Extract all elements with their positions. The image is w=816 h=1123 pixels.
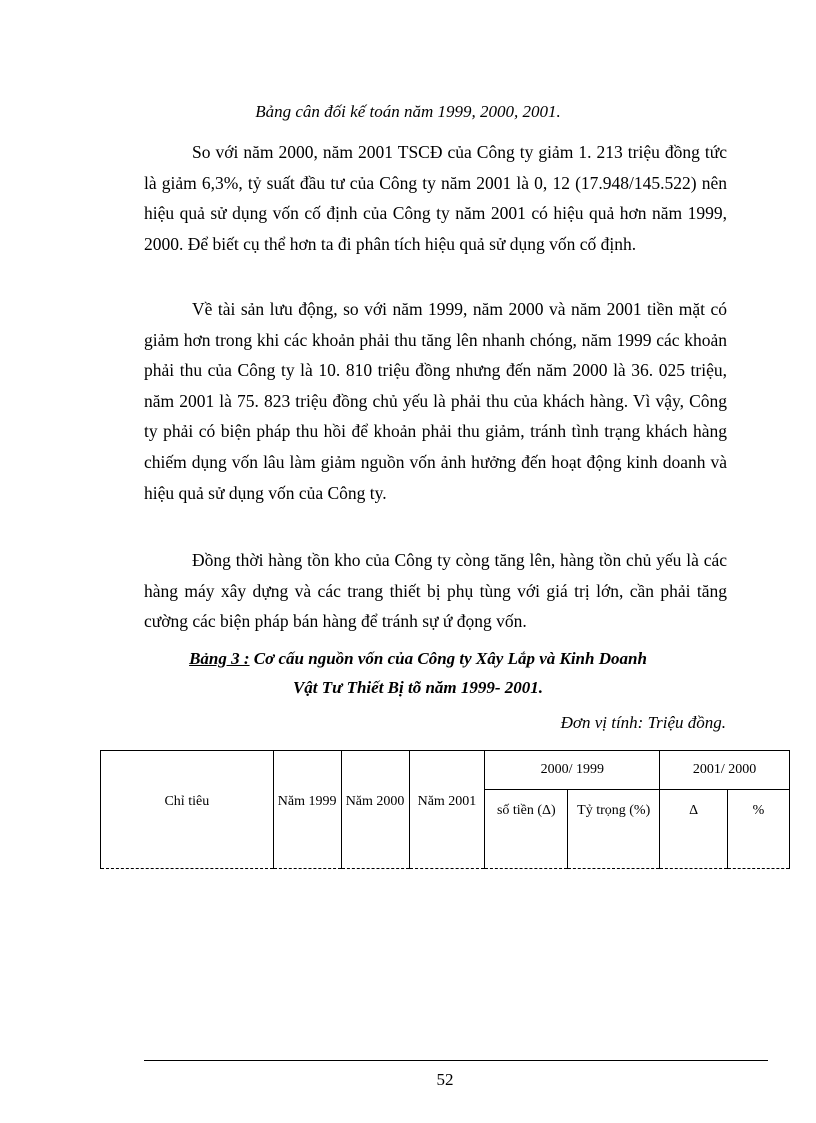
balance-sheet-caption: Bảng cân đối kế toán năm 1999, 2000, 2001.: [255, 102, 561, 121]
header-year-1999: Năm 1999: [273, 751, 341, 869]
table-header-row-1: [101, 751, 790, 790]
table-title-prefix: Bảng 3 :: [189, 649, 250, 668]
header-so-tien: số tiền (Δ): [485, 790, 568, 869]
table-title-line2: Vật Tư Thiết Bị tõ năm 1999- 2001.: [292, 678, 544, 697]
capital-structure-table: [100, 750, 790, 869]
footer-divider: [144, 1060, 768, 1061]
unit-label: Đơn vị tính: Triệu đồng.: [560, 713, 726, 732]
paragraph-current-assets: Về tài sản lưu động, so với năm 1999, năm 2000 và năm 2001 tiền mặt có giảm hơn trong khi các khoản phải thu tăng lên nhanh chóng, năm 1999 các khoản phải thu của Công ty là 10. 810 triệu đồng nhưng đến năm 2000 là 36. 025 triệu, năm 2001 là 75. 823 triệu đồng chủ yếu là phải thu của khách hàng. Vì vậy, Công ty phải có biện pháp thu hồi để khoản phải thu giảm, tránh tình trạng khách hàng chiếm dụng vốn lâu làm giảm nguồn vốn ảnh hưởng đến hoạt động kinh doanh và hiệu quả sử dụng vốn của Công ty.: [144, 299, 727, 503]
header-year-2001: Năm 2001: [409, 751, 485, 869]
header-group-2001-2000: 2001/ 2000: [660, 751, 790, 790]
header-ty-trong: Tỷ trọng (%): [568, 790, 660, 869]
paragraph-fixed-assets: So với năm 2000, năm 2001 TSCĐ của Công ty giảm 1. 213 triệu đồng tức là giảm 6,3%, tỷ suất đầu tư của Công ty năm 2001 là 0, 12 (17.948/145.522) nên hiệu quả sử dụng vốn cố định của Công ty năm 2001 có hiệu quả hơn năm 1999, 2000. Để biết cụ thể hơn ta đi phân tích hiệu quả sử dụng vốn cố định.: [144, 142, 727, 254]
header-group-2000-1999: 2000/ 1999: [485, 751, 660, 790]
header-percent: %: [728, 790, 790, 869]
table-title-line1-text: Cơ cấu nguồn vốn của Công ty Xây Lắp và Kinh Doanh: [249, 649, 647, 668]
header-delta: Δ: [660, 790, 728, 869]
paragraph-inventory: Đồng thời hàng tồn kho của Công ty còng tăng lên, hàng tồn chủ yếu là các hàng máy xây dựng và các trang thiết bị phụ tùng với giá trị lớn, cần phải tăng cường các biện pháp bán hàng để tránh sự ứ đọng vốn.: [144, 550, 727, 632]
header-chi-tieu: Chỉ tiêu: [101, 751, 274, 869]
header-year-2000: Năm 2000: [341, 751, 409, 869]
table-title-line1: [10, 649, 816, 669]
page-number: 52: [436, 1070, 454, 1089]
